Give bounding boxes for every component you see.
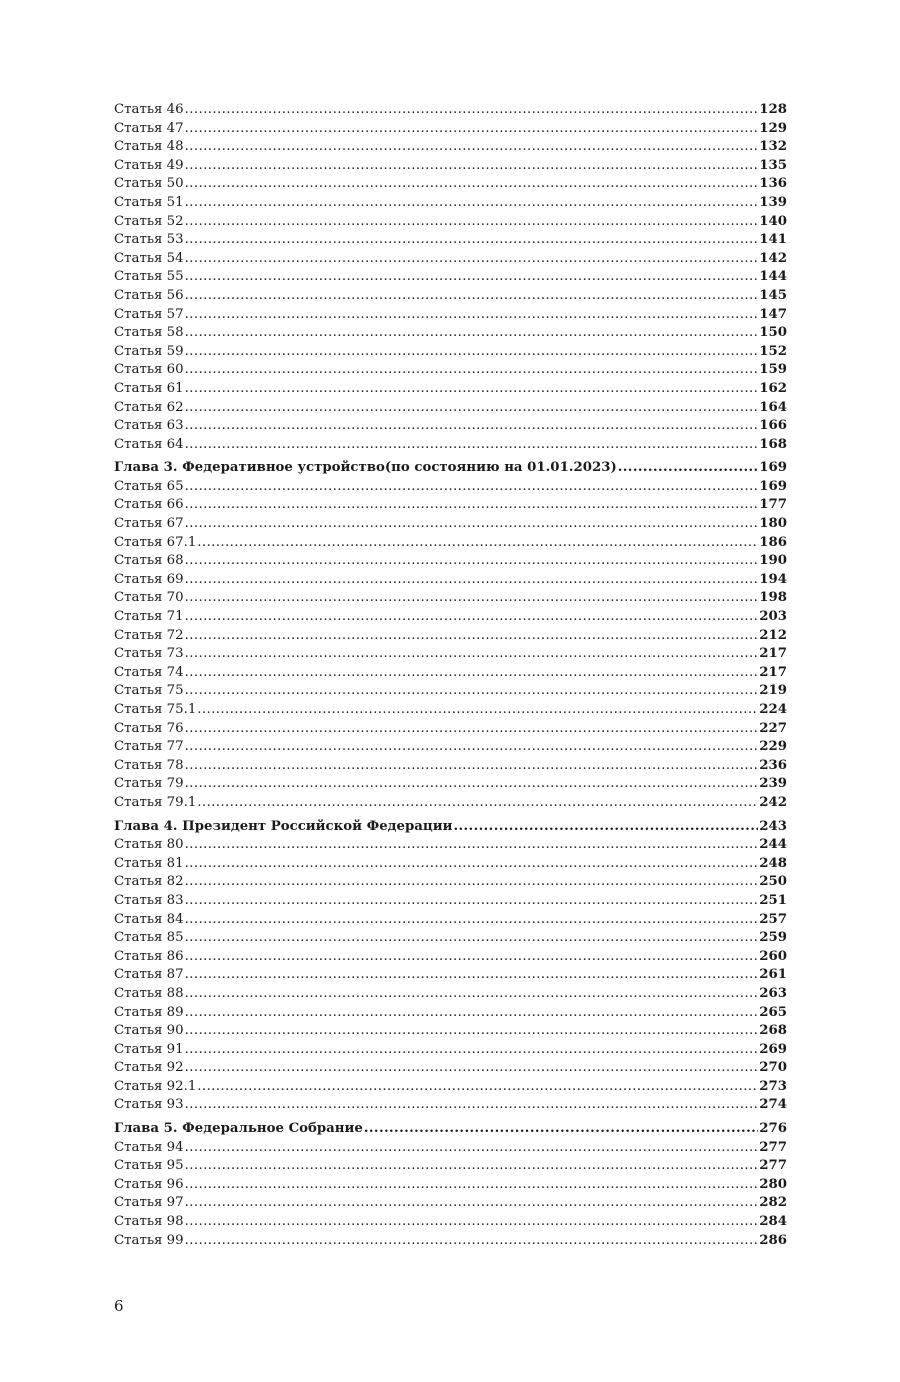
toc-entry[interactable] [114,343,787,362]
dot-leader [197,534,758,553]
toc-entry-page: 132 [759,139,787,155]
toc-entry-page: 244 [759,837,787,853]
toc-entry-title: Статья 86 [114,948,184,964]
toc-entry-title: Статья 85 [114,930,184,946]
dot-leader [185,738,759,757]
dot-leader [185,929,759,948]
dot-leader [185,343,759,362]
toc-entry-page: 277 [759,1139,787,1155]
toc-entry[interactable] [114,361,787,380]
dot-leader [185,1022,759,1041]
toc-entry-title: Статья 52 [114,213,184,229]
toc-entry-title: Статья 66 [114,497,184,513]
toc-entry[interactable] [114,645,787,664]
dot-leader [185,571,759,590]
toc-entry-page: 159 [759,362,787,378]
dot-leader [185,496,759,515]
dot-leader [185,911,759,930]
toc-entry-page: 265 [759,1004,787,1020]
toc-entry-title: Статья 80 [114,837,184,853]
dot-leader [185,1096,759,1115]
toc-entry[interactable] [114,985,787,1004]
toc-entry-page: 139 [759,194,787,210]
toc-entry[interactable] [114,417,787,436]
toc-entry-page: 203 [759,609,787,625]
toc-entry-page: 135 [759,157,787,173]
dot-leader [185,645,759,664]
toc-entry[interactable] [114,627,787,646]
toc-entry-title: Статья 73 [114,646,184,662]
toc-entry-page: 269 [759,1041,787,1057]
toc-entry-title: Статья 95 [114,1158,184,1174]
toc-entry-page: 180 [759,516,787,532]
toc-entry-page: 164 [759,399,787,415]
toc-entry-page: 166 [759,418,787,434]
dot-leader [453,818,758,837]
dot-leader [185,478,759,497]
dot-leader [185,515,759,534]
toc-entry-title: Статья 72 [114,627,184,643]
toc-entry-title: Статья 99 [114,1232,184,1248]
toc-entry[interactable] [114,1232,787,1251]
toc-entry-title: Глава 5. Федеральное Собрание [114,1121,363,1137]
toc-entry[interactable] [114,287,787,306]
dot-leader [364,1120,758,1139]
toc-entry-title: Статья 57 [114,306,184,322]
dot-leader [185,608,759,627]
toc-entry-title: Статья 61 [114,380,184,396]
dot-leader [185,268,759,287]
toc-entry-title: Статья 51 [114,194,184,210]
toc-entry-page: 150 [759,325,787,341]
dot-leader [185,1194,759,1213]
toc-entry-page: 198 [759,590,787,606]
dot-leader [185,1004,759,1023]
toc-entry[interactable] [114,552,787,571]
toc-entry-title: Статья 67 [114,516,184,532]
toc-entry[interactable] [114,664,787,683]
toc-entry[interactable] [114,120,787,139]
toc-entry-page: 152 [759,343,787,359]
toc-entry[interactable] [114,496,787,515]
toc-entry-page: 128 [759,102,787,117]
toc-entry-title: Статья 83 [114,892,184,908]
toc-entry-page: 168 [759,436,787,452]
toc-entry[interactable] [114,701,787,720]
table-of-contents [114,101,787,1250]
dot-leader [185,664,759,683]
toc-entry[interactable] [114,1041,787,1060]
dot-leader [185,213,759,232]
dot-leader [185,1213,759,1232]
toc-entry-page: 140 [759,213,787,229]
toc-entry-title: Статья 65 [114,478,184,494]
dot-leader [185,287,759,306]
toc-entry-page: 145 [759,287,787,303]
toc-entry[interactable] [114,324,787,343]
toc-entry[interactable] [114,1139,787,1158]
toc-entry-title: Статья 60 [114,362,184,378]
toc-entry-title: Статья 47 [114,120,184,136]
dot-leader [185,757,759,776]
toc-entry-title: Статья 50 [114,176,184,192]
toc-entry[interactable] [114,873,787,892]
toc-entry-page: 248 [759,855,787,871]
toc-entry-page: 276 [759,1121,787,1137]
toc-entry-title: Статья 54 [114,250,184,266]
toc-entry[interactable] [114,571,787,590]
toc-entry-page: 169 [759,478,787,494]
toc-entry-title: Статья 98 [114,1214,184,1230]
toc-entry-title: Статья 91 [114,1041,184,1057]
toc-entry-title: Статья 69 [114,571,184,587]
dot-leader [197,794,758,813]
toc-entry-page: 251 [759,892,787,908]
toc-entry[interactable] [114,515,787,534]
toc-entry-page: 243 [759,818,787,834]
toc-chapter-entry[interactable] [114,459,787,478]
toc-entry-title: Статья 67.1 [114,534,197,550]
toc-entry-page: 147 [759,306,787,322]
toc-entry-page: 268 [759,1023,787,1039]
toc-entry-page: 177 [759,497,787,513]
toc-entry[interactable] [114,1004,787,1023]
dot-leader [185,682,759,701]
toc-entry-title: Статья 97 [114,1195,184,1211]
toc-entry[interactable] [114,1078,787,1097]
toc-entry-title: Статья 70 [114,590,184,606]
toc-entry-title: Статья 46 [114,102,184,117]
toc-chapter-entry[interactable] [114,1120,787,1139]
toc-entry-page: 282 [759,1195,787,1211]
toc-entry-page: 144 [759,269,787,285]
toc-entry-title: Статья 68 [114,553,184,569]
toc-entry-page: 169 [759,460,787,476]
toc-entry[interactable] [114,231,787,250]
dot-leader [185,1232,759,1251]
dot-leader [185,855,759,874]
dot-leader [185,361,759,380]
toc-entry[interactable] [114,589,787,608]
toc-entry-page: 263 [759,985,787,1001]
dot-leader [185,157,759,176]
toc-entry-page: 141 [759,232,787,248]
toc-entry-page: 219 [759,683,787,699]
toc-entry[interactable] [114,720,787,739]
toc-entry[interactable] [114,892,787,911]
toc-entry[interactable] [114,399,787,418]
dot-leader [185,436,759,455]
toc-entry-page: 239 [759,776,787,792]
toc-entry-page: 236 [759,757,787,773]
toc-entry-title: Статья 75.1 [114,702,197,717]
dot-leader [185,175,759,194]
toc-entry[interactable] [114,608,787,627]
dot-leader [185,836,759,855]
toc-entry-page: 224 [759,702,787,717]
dot-leader [185,873,759,892]
toc-entry-page: 250 [759,874,787,890]
toc-entry-title: Статья 79 [114,776,184,792]
toc-entry-page: 257 [759,911,787,927]
dot-leader [185,627,759,646]
toc-entry[interactable] [114,1194,787,1213]
toc-entry-page: 274 [759,1097,787,1113]
toc-entry-title: Статья 56 [114,287,184,303]
toc-entry-page: 186 [759,534,787,550]
toc-entry[interactable] [114,1157,787,1176]
toc-entry[interactable] [114,194,787,213]
dot-leader [185,1041,759,1060]
toc-entry-title: Статья 49 [114,157,184,173]
dot-leader [185,101,759,120]
toc-chapter-entry[interactable] [114,818,787,837]
dot-leader [185,399,759,418]
toc-entry-page: 136 [759,176,787,192]
toc-entry-page: 190 [759,553,787,569]
toc-entry-title: Статья 62 [114,399,184,415]
toc-entry-title: Статья 82 [114,874,184,890]
toc-entry-page: 242 [759,794,787,810]
toc-entry-title: Статья 58 [114,325,184,341]
toc-entry[interactable] [114,757,787,776]
dot-leader [185,194,759,213]
toc-entry[interactable] [114,268,787,287]
toc-entry[interactable] [114,1059,787,1078]
toc-entry[interactable] [114,175,787,194]
toc-entry[interactable] [114,836,787,855]
toc-entry-title: Статья 63 [114,418,184,434]
toc-entry[interactable] [114,855,787,874]
toc-entry-page: 259 [759,930,787,946]
toc-entry[interactable] [114,380,787,399]
toc-entry-title: Статья 92.1 [114,1078,197,1094]
dot-leader [185,324,759,343]
dot-leader [185,589,759,608]
toc-entry-title: Статья 88 [114,985,184,1001]
toc-entry-title: Статья 64 [114,436,184,452]
dot-leader [185,250,759,269]
toc-entry-title: Статья 84 [114,911,184,927]
toc-entry[interactable] [114,534,787,553]
toc-entry-page: 277 [759,1158,787,1174]
toc-entry-title: Статья 77 [114,739,184,755]
toc-entry-page: 286 [759,1232,787,1248]
toc-entry-title: Статья 79.1 [114,794,197,810]
toc-entry-title: Статья 81 [114,855,184,871]
toc-entry-title: Статья 87 [114,967,184,983]
dot-leader [197,1078,758,1097]
dot-leader [618,459,758,478]
dot-leader [185,775,759,794]
toc-entry-title: Статья 53 [114,232,184,248]
toc-entry-title: Глава 4. Президент Российской Федерации [114,818,453,834]
toc-entry[interactable] [114,478,787,497]
dot-leader [185,1059,759,1078]
toc-entry-page: 261 [759,967,787,983]
toc-entry-page: 273 [759,1078,787,1094]
dot-leader [185,1139,759,1158]
toc-entry-title: Статья 92 [114,1060,184,1076]
toc-entry-title: Статья 75 [114,683,184,699]
toc-entry[interactable] [114,101,787,120]
toc-entry-page: 142 [759,250,787,266]
toc-entry[interactable] [114,1176,787,1195]
toc-entry-title: Статья 78 [114,757,184,773]
toc-entry[interactable] [114,775,787,794]
toc-entry-title: Статья 76 [114,720,184,736]
toc-entry-title: Статья 96 [114,1176,184,1192]
dot-leader [185,1176,759,1195]
dot-leader [185,1157,759,1176]
toc-entry[interactable] [114,138,787,157]
toc-entry-page: 162 [759,380,787,396]
page-number: 6 [114,1297,124,1315]
dot-leader [197,701,758,720]
toc-entry-page: 217 [759,646,787,662]
toc-entry-page: 229 [759,739,787,755]
dot-leader [185,892,759,911]
toc-entry[interactable] [114,213,787,232]
toc-entry-page: 284 [759,1214,787,1230]
toc-entry-page: 129 [759,120,787,136]
dot-leader [185,966,759,985]
toc-entry-page: 217 [759,664,787,680]
toc-entry-title: Статья 71 [114,609,184,625]
toc-entry[interactable] [114,911,787,930]
toc-entry-page: 194 [759,571,787,587]
toc-entry[interactable] [114,682,787,701]
dot-leader [185,985,759,1004]
toc-entry[interactable] [114,948,787,967]
dot-leader [185,380,759,399]
toc-entry[interactable] [114,1022,787,1041]
toc-entry-title: Статья 94 [114,1139,184,1155]
toc-entry-title: Статья 48 [114,139,184,155]
dot-leader [185,948,759,967]
toc-entry[interactable] [114,157,787,176]
toc-entry-title: Статья 74 [114,664,184,680]
dot-leader [185,231,759,250]
toc-entry[interactable] [114,250,787,269]
toc-entry-page: 270 [759,1060,787,1076]
toc-entry-title: Статья 93 [114,1097,184,1113]
toc-entry[interactable] [114,306,787,325]
toc-entry[interactable] [114,929,787,948]
toc-entry-title: Статья 59 [114,343,184,359]
dot-leader [185,552,759,571]
toc-entry-title: Статья 55 [114,269,184,285]
toc-entry[interactable] [114,1096,787,1115]
dot-leader [185,417,759,436]
toc-entry[interactable] [114,794,787,813]
toc-entry-page: 212 [759,627,787,643]
toc-entry[interactable] [114,436,787,455]
dot-leader [185,120,759,139]
toc-entry-page: 227 [759,720,787,736]
toc-entry-title: Глава 3. Федеративное устройство(по состоянию на 01.01.2023) [114,460,617,476]
dot-leader [185,720,759,739]
dot-leader [185,306,759,325]
toc-entry-page: 260 [759,948,787,964]
dot-leader [185,138,759,157]
toc-entry-title: Статья 90 [114,1023,184,1039]
toc-entry-title: Статья 89 [114,1004,184,1020]
toc-entry[interactable] [114,1213,787,1232]
toc-entry[interactable] [114,966,787,985]
toc-entry[interactable] [114,738,787,757]
toc-entry-page: 280 [759,1176,787,1192]
